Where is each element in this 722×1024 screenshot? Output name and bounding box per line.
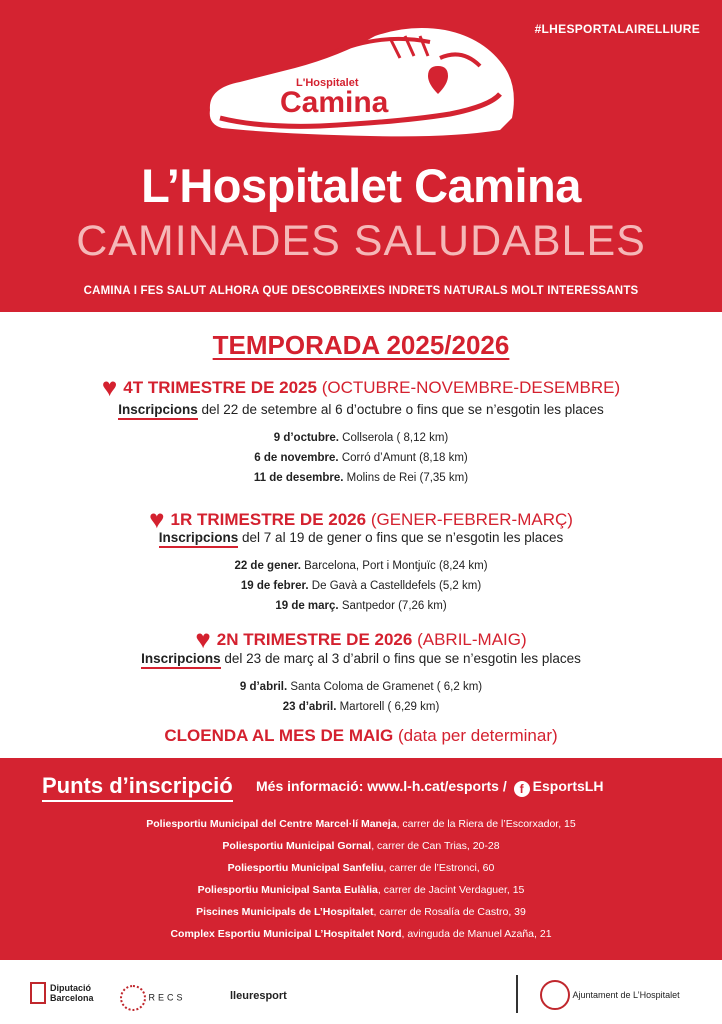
quarter-registration: Inscripcions del 23 de març al 3 d’abril o fins que se n’esgotin les places: [0, 651, 722, 666]
ajuntament-logo: Ajuntament de L’Hospitalet: [540, 980, 680, 1010]
quarter-registration: Inscripcions del 7 al 19 de gener o fins que se n’esgotin les places: [0, 530, 722, 545]
shoe-logo-small: L'Hospitalet: [296, 77, 359, 89]
divider: [516, 975, 518, 1013]
more-info: Més informació: www.l-h.cat/esports / f EsportsLH: [256, 778, 604, 796]
registration-title: Punts d’inscripció: [42, 773, 233, 802]
quarter-heading: ♥ 1R TRIMESTRE DE 2026 (GENER-FEBRER-MARÇ): [149, 504, 573, 534]
walk-item: 9 d’octubre. Collserola ( 8,12 km): [273, 432, 449, 444]
lleuresport-logo: lleuresport: [230, 990, 287, 1002]
walk-item: 23 d’abril. Martorell ( 6,29 km): [282, 701, 440, 713]
subtitle: CAMINADES SALUDABLES: [76, 217, 646, 265]
diputacio-logo: Diputació Barcelona: [30, 982, 94, 1004]
location-item: Piscines Municipals de L’Hospitalet, carrer de Rosalía de Castro, 39: [196, 906, 526, 918]
location-item: Poliesportiu Municipal Sanfeliu, carrer de l’Estronci, 60: [227, 862, 495, 874]
quarter-registration: Inscripcions del 22 de setembre al 6 d’octubre o fins que se n’esgotin les places: [0, 402, 722, 417]
location-item: Poliesportiu Municipal del Centre Marcel·lí Maneja, carrer de la Riera de l’Escorxador, 15: [146, 818, 576, 830]
walk-item: 9 d’abril. Santa Coloma de Gramenet ( 6,2 km): [239, 681, 483, 693]
season-title: TEMPORADA 2025/2026: [212, 330, 510, 360]
walk-item: 19 de març. Santpedor (7,26 km): [275, 600, 447, 612]
hashtag: #LHESPORTALAIRELLIURE: [534, 22, 700, 36]
walk-item: 11 de desembre. Molins de Rei (7,35 km): [253, 472, 469, 484]
heart-icon: ♥: [149, 504, 165, 534]
facebook-icon: f: [514, 781, 530, 797]
location-item: Poliesportiu Municipal Santa Eulàlia, carrer de Jacint Verdaguer, 15: [197, 884, 525, 896]
tagline: CAMINA I FES SALUT ALHORA QUE DESCOBREIXES INDRETS NATURALS MOLT INTERESSANTS: [83, 285, 639, 297]
walk-item: 22 de gener. Barcelona, Port i Montjuïc (8,24 km): [234, 560, 488, 572]
quarter-heading: ♥ 4T TRIMESTRE DE 2025 (OCTUBRE-NOVEMBRE-DESEMBRE): [101, 372, 621, 402]
shoe-logo-big: Camina: [280, 86, 389, 119]
walk-item: 19 de febrer. De Gavà a Castelldefels (5,2 km): [240, 580, 482, 592]
main-title: L’Hospitalet Camina: [141, 159, 581, 212]
facebook-link[interactable]: EsportsLH: [532, 778, 604, 794]
quarter-heading: ♥ 2N TRIMESTRE DE 2026 (ABRIL-MAIG): [195, 624, 527, 654]
sneaker-icon: [200, 18, 530, 148]
location-item: Complex Esportiu Municipal L’Hospitalet Nord, avinguda de Manuel Azaña, 21: [170, 928, 552, 940]
heart-icon: ♥: [195, 624, 211, 654]
recs-logo: RECS: [120, 985, 186, 1011]
heart-icon: ♥: [101, 372, 118, 402]
location-item: Poliesportiu Municipal Gornal, carrer de Can Trias, 20-28: [222, 840, 500, 852]
walk-item: 6 de novembre. Corró d’Amunt (8,18 km): [254, 452, 468, 464]
closing-event: CLOENDA AL MES DE MAIG (data per determinar): [164, 726, 558, 745]
